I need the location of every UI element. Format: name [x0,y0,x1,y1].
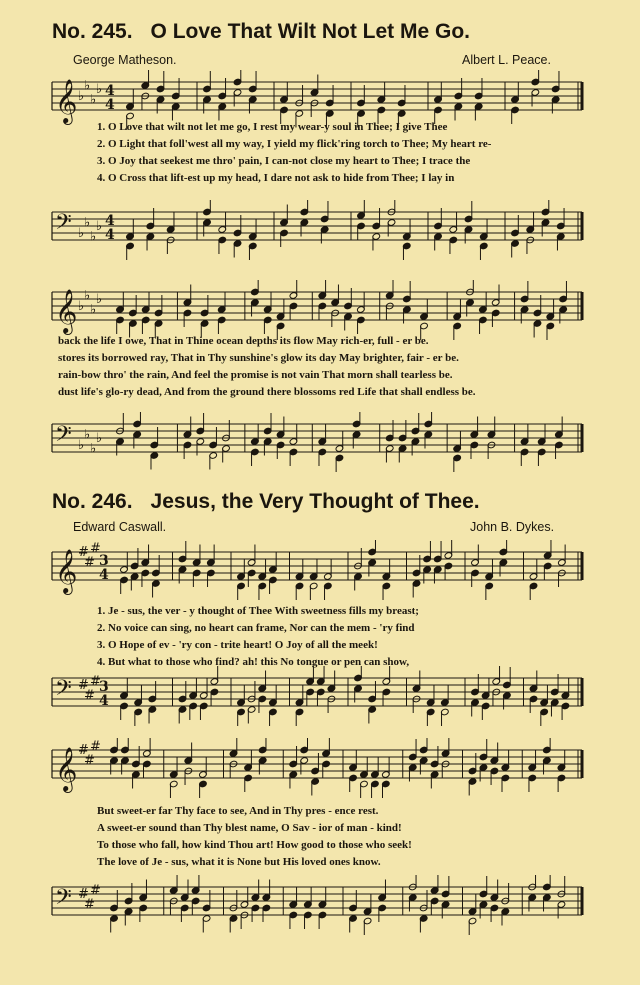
hymn-246-heading [52,490,480,514]
hymn-title: O Love That Wilt Not Let Me Go. [150,20,471,43]
lyric-line: 3. O Hope of ev - 'ry con - trite heart! O Joy of all the meek! [97,639,378,651]
composer-credit: Albert L. Peace. [462,53,551,67]
bass-clef-icon: 𝄢 [55,210,72,240]
sharp-sign-icon: # [84,753,95,769]
flat-sign-icon: ♭ [96,219,103,234]
treble-staff [0,540,640,600]
flat-sign-icon: ♭ [90,229,97,245]
sharp-sign-icon: # [84,688,95,704]
flat-sign-icon: ♭ [84,288,91,304]
sharp-sign-icon: # [90,883,101,899]
svg-text:4: 4 [105,97,115,113]
lyrics-block [58,333,476,401]
flat-sign-icon: ♭ [78,299,85,314]
lyric-line: 3. O Joy that seekest me thro' pain, I can-not close my heart to Thee; I trace the [97,155,471,167]
flat-sign-icon: ♭ [96,431,103,446]
lyric-line: 4. O Cross that lift-est up my head, I dare not ask to hide from Thee; I lay in [97,172,455,184]
bass-clef-icon: 𝄢 [55,422,72,452]
lyrics-block [97,119,491,187]
author-credit: George Matheson. [73,53,177,67]
hymn-title: Jesus, the Very Thought of Thee. [150,490,480,513]
svg-text:4: 4 [105,213,115,229]
svg-text:3: 3 [99,553,109,569]
hymn-number: No. 246. [52,490,133,513]
treble-staff [0,738,640,798]
sharp-sign-icon: # [90,739,101,755]
treble-clef-icon: 𝄞 [55,747,78,791]
lyric-line: 2. No voice can sing, no heart can frame, Nor can the mem - 'ry find [97,622,415,634]
lyric-line: 1. O Love that wilt not let me go, I rest my wear-y soul in Thee; I give Thee [97,121,448,133]
lyric-line: A sweet-er sound than Thy blest name, O Sav - ior of man - kind! [97,822,402,834]
flat-sign-icon: ♭ [78,89,85,104]
flat-sign-icon: ♭ [96,292,103,307]
sharp-sign-icon: # [78,743,89,758]
lyric-line: stores its borrowed ray, That in Thy sunshine's glow its day May brighter, fair - er be. [58,352,459,364]
lyric-line: The love of Je - sus, what it is None but His loved ones know. [97,856,381,868]
treble-clef-icon: 𝄞 [55,289,78,333]
sharp-sign-icon: # [78,545,89,560]
flat-sign-icon: ♭ [90,441,97,457]
lyric-line: back the life I owe, That in Thine ocean depths its flow May rich-er, full - er be. [58,335,429,347]
svg-text:4: 4 [105,83,115,99]
composer-credit: John B. Dykes. [470,520,555,534]
flat-sign-icon: ♭ [84,427,91,443]
lyrics-block [97,603,419,671]
lyric-line: 1. Je - sus, the ver - y thought of Thee With sweetness fills my breast; [97,605,419,617]
author-credit: Edward Caswall. [73,520,167,534]
bass-clef-icon: 𝄢 [55,676,72,706]
flat-sign-icon: ♭ [90,92,97,108]
svg-text:3: 3 [99,679,109,695]
flat-sign-icon: ♭ [96,82,103,97]
treble-staff [0,280,640,340]
flat-sign-icon: ♭ [90,302,97,318]
sharp-sign-icon: # [90,541,101,557]
bass-staff [0,666,640,726]
bass-staff [0,412,640,472]
lyric-line: 2. O Light that foll'west all my way, I yield my flick'ring torch to Thee; My heart re- [97,138,492,150]
lyric-line: rain-bow thro' the rain, And feel the promise is not vain That morn shall tearless be. [58,369,453,381]
sharp-sign-icon: # [84,555,95,571]
flat-sign-icon: ♭ [78,438,85,453]
flat-sign-icon: ♭ [84,78,91,94]
treble-clef-icon: 𝄞 [55,549,78,593]
lyric-line: To those who fall, how kind Thou art! How good to those who seek! [97,839,412,851]
svg-text:4: 4 [99,567,109,583]
bass-staff [0,200,640,270]
svg-text:4: 4 [99,693,109,709]
svg-text:4: 4 [105,227,115,243]
sharp-sign-icon: # [90,674,101,690]
lyrics-block [97,803,412,871]
treble-clef-icon: 𝄞 [55,79,78,123]
lyric-line: But sweet-er far Thy face to see, And in Thy pres - ence rest. [97,805,379,817]
bass-clef-icon: 𝄢 [55,885,72,915]
hymn-245-heading [52,20,470,44]
flat-sign-icon: ♭ [84,215,91,231]
lyric-line: dust life's glo-ry dead, And from the ground there blossoms red Life that shall endless be. [58,386,476,398]
sharp-sign-icon: # [78,887,89,902]
hymn-number: No. 245. [52,20,133,43]
lyric-line: 4. But what to those who find? ah! this No tongue or pen can show, [97,656,410,668]
bass-staff [0,875,640,935]
sharp-sign-icon: # [84,897,95,913]
sharp-sign-icon: # [78,678,89,693]
flat-sign-icon: ♭ [78,226,85,241]
